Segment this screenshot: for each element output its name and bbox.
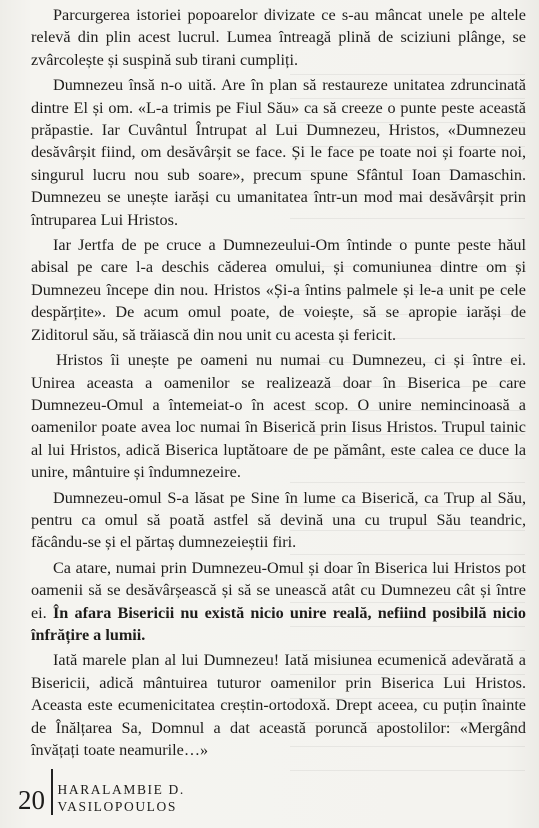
- paragraph-6-bold: În afara Bisericii nu există nicio unire reală, nefiind posibilă nicio înfrățire a lumii.: [31, 603, 526, 644]
- paragraph-6-text: Ca atare, numai prin Dumnezeu-Omul și doar în Biserica lui Hristos pot oamenii să se desăvârșească și să se unească atât cu Dumnezeu cât și între ei.: [31, 558, 526, 622]
- paragraph-6: [31, 557, 526, 647]
- page-number: 20: [18, 785, 45, 815]
- body-text: [31, 4, 526, 764]
- footer-divider: [51, 769, 53, 815]
- paragraph-3: Iar Jertfa de pe cruce a Dumnezeului-Om întinde o punte peste hăul abisal pe care l-a deschis căderea omului, și comuniunea dintre om și Dumnezeu începe din nou. Hristos «Și-a întins palmele și le-a unit pe cele despărțite». De acum omul poate, de voiește, să se apropie iarăși de Ziditorul său, să trăiască din nou unit cu acesta și fericit.: [31, 236, 526, 344]
- author-name-line-2: VASILOPOULOS: [57, 799, 177, 814]
- page-footer: [18, 767, 185, 817]
- paragraph-1: Parcurgerea istoriei popoarelor divizate ce s-au mâncat unele pe altele relevă din plin acest lucrul. Lumea întreagă plină de sciziuni plânge, se zvârcolește și suspină sub tirani cumpliți.: [31, 6, 526, 69]
- paragraph-5: Dumnezeu-omul S-a lăsat pe Sine în lume ca Biserică, ca Trup al Său, pentru ca omul să poată astfel să devină una cu trupul Său teandric, făcându-se și el părtaș dumnezeieștii firi.: [31, 488, 526, 552]
- paragraph-2: Dumnezeu însă n-o uită. Are în plan să restaureze unitatea zdruncinată dintre El și om. «L-a trimis pe Fiul Său» ca să creeze o punte peste această prăpastie. Iar Cuvântul Întrupat al Lui Dumnezeu, Hristos, «Dumnezeu desăvârșit fiind, om desăvârșit se face. Și le face pe toate noi și foarte noi, singurul lucru nou sub soare», precum spune Sfântul Ioan Damaschin. Dumnezeu se unește iarăși cu umanitatea într-un mod mai desăvârșit prin întruparea Lui Hristos.: [31, 76, 526, 229]
- author-name: [58, 769, 185, 815]
- paragraph-7: Iată marele plan al lui Dumnezeu! Iată misiunea ecumenică adevărată a Bisericii, adică mântuirea tuturor oamenilor prin Biserica Lui Hristos. Aceasta este ecumenicitatea creștin-ortodoxă. Drept aceea, cu puțin înainte de Înălțarea Sa, Domnul a dat această poruncă apostolilor: «Mergând învățați toate neamurile…»: [31, 651, 526, 759]
- author-name-line-1: HARALAMBIE D.: [57, 782, 185, 797]
- paragraph-4: Hristos îi unește pe oameni nu numai cu Dumnezeu, ci și între ei. Unirea aceasta a oamenilor se realizează doar în Biserica pe care Dumnezeu-Omul a întemeiat-o în acest scop. O unire nemincinoasă a oamenilor poate avea loc numai în Biserică prin Iisus Hristos. Trupul tainic al lui Hristos, adică Biserica luptătoare de pe pământ, este calea ce duce la unire, mântuire și îndumnezeire.: [31, 351, 526, 482]
